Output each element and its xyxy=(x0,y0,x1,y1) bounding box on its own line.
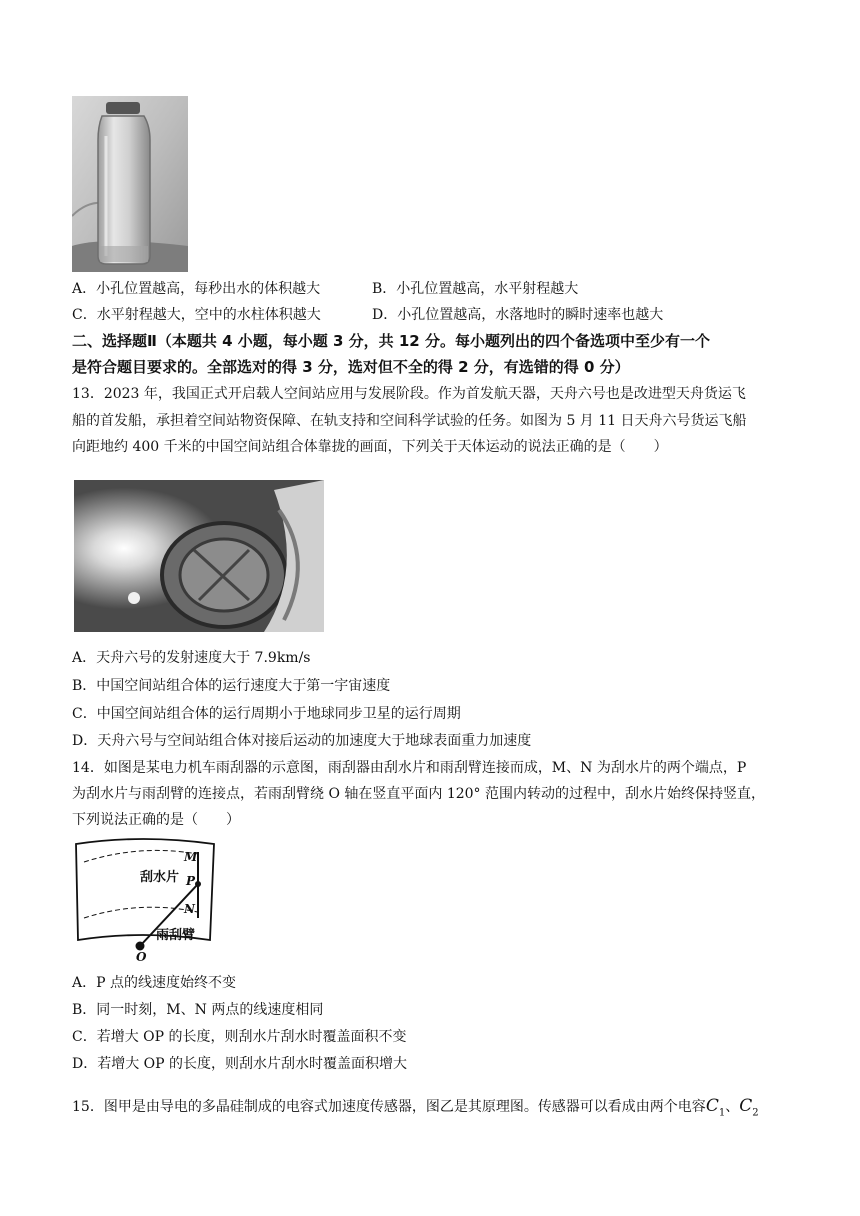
q13-option-b: B．中国空间站组合体的运行速度大于第一宇宙速度 xyxy=(72,678,391,694)
label-m: M xyxy=(184,850,198,864)
label-wiper-arm: 雨刮臂 xyxy=(156,928,196,943)
q15-stem-line1 xyxy=(72,1096,759,1123)
label-p: P xyxy=(186,874,196,888)
q12-option-b: B．小孔位置越高，水平射程越大 xyxy=(372,281,579,297)
q14-stem-line1: 14．如图是某电力机车雨刮器的示意图，雨刮器由刮水片和雨刮臂连接而成，M、N 为刮水片的两个端点，P xyxy=(72,760,747,776)
separator: 、 xyxy=(725,1099,740,1115)
joint-p xyxy=(195,881,201,887)
label-o: O xyxy=(136,950,147,964)
q13-stem-line2: 船的首发船，承担着空间站物资保障、在轨支持和空间科学试验的任务。如图为 5 月 11 日天舟六号货运飞船 xyxy=(72,413,747,429)
q15-stem-text: 15．图甲是由导电的多晶硅制成的电容式加速度传感器，图乙是其原理图。传感器可以看成由两个电容 xyxy=(72,1099,706,1115)
q13-stem-line3: 向距地约 400 千米的中国空间站组合体靠拢的画面，下列关于天体运动的说法正确的是（ ） xyxy=(72,439,668,455)
q14-option-c: C．若增大 OP 的长度，则刮水片刮水时覆盖面积不变 xyxy=(72,1029,407,1045)
q14-option-a: A．P 点的线速度始终不变 xyxy=(72,975,236,991)
sweep-arc-top xyxy=(84,850,198,862)
q14-option-b: B．同一时刻，M、N 两点的线速度相同 xyxy=(72,1002,324,1018)
q13-option-c: C．中国空间站组合体的运行周期小于地球同步卫星的运行周期 xyxy=(72,706,461,722)
c1-symbol: $C_1$ xyxy=(705,1096,726,1119)
q14-stem-line2: 为刮水片与雨刮臂的连接点，若雨刮臂绕 O 轴在竖直平面内 120° 范围内转动的过程中，刮水片始终保持竖直， xyxy=(72,786,765,802)
q14-option-d: D．若增大 OP 的长度，则刮水片刮水时覆盖面积增大 xyxy=(72,1056,408,1072)
label-n: N xyxy=(184,902,195,916)
q13-stem-line1: 13．2023 年，我国正式开启载人空间站应用与发展阶段。作为首发航天器，天舟六号也是改进型天舟货运飞 xyxy=(72,386,746,402)
q12-option-d: D．小孔位置越高，水落地时的瞬时速率也越大 xyxy=(372,307,664,323)
bottle-photo xyxy=(72,96,188,272)
q12-option-c: C．水平射程越大，空中的水柱体积越大 xyxy=(72,307,321,323)
sweep-arc-bottom xyxy=(84,907,198,918)
q14-stem-line3: 下列说法正确的是（ ） xyxy=(72,812,240,828)
q13-option-d: D．天舟六号与空间站组合体对接后运动的加速度大于地球表面重力加速度 xyxy=(72,733,532,749)
q12-option-a: A．小孔位置越高，每秒出水的体积越大 xyxy=(72,281,321,297)
c2-symbol: $C_2$ xyxy=(739,1096,759,1119)
wiper-diagram xyxy=(70,838,220,966)
section2-heading-line2: 是符合题目要求的。全部选对的得 3 分，选对但不全的得 2 分，有选错的得 0 分） xyxy=(72,358,630,376)
label-wiper-blade: 刮水片 xyxy=(140,870,180,885)
section2-heading-line1: 二、选择题Ⅱ（本题共 4 小题，每小题 3 分，共 12 分。每小题列出的四个备选项中至少有一个 xyxy=(72,332,710,350)
q13-option-a: A．天舟六号的发射速度大于 7.9km/s xyxy=(72,650,311,666)
spacecraft-photo xyxy=(74,480,324,632)
